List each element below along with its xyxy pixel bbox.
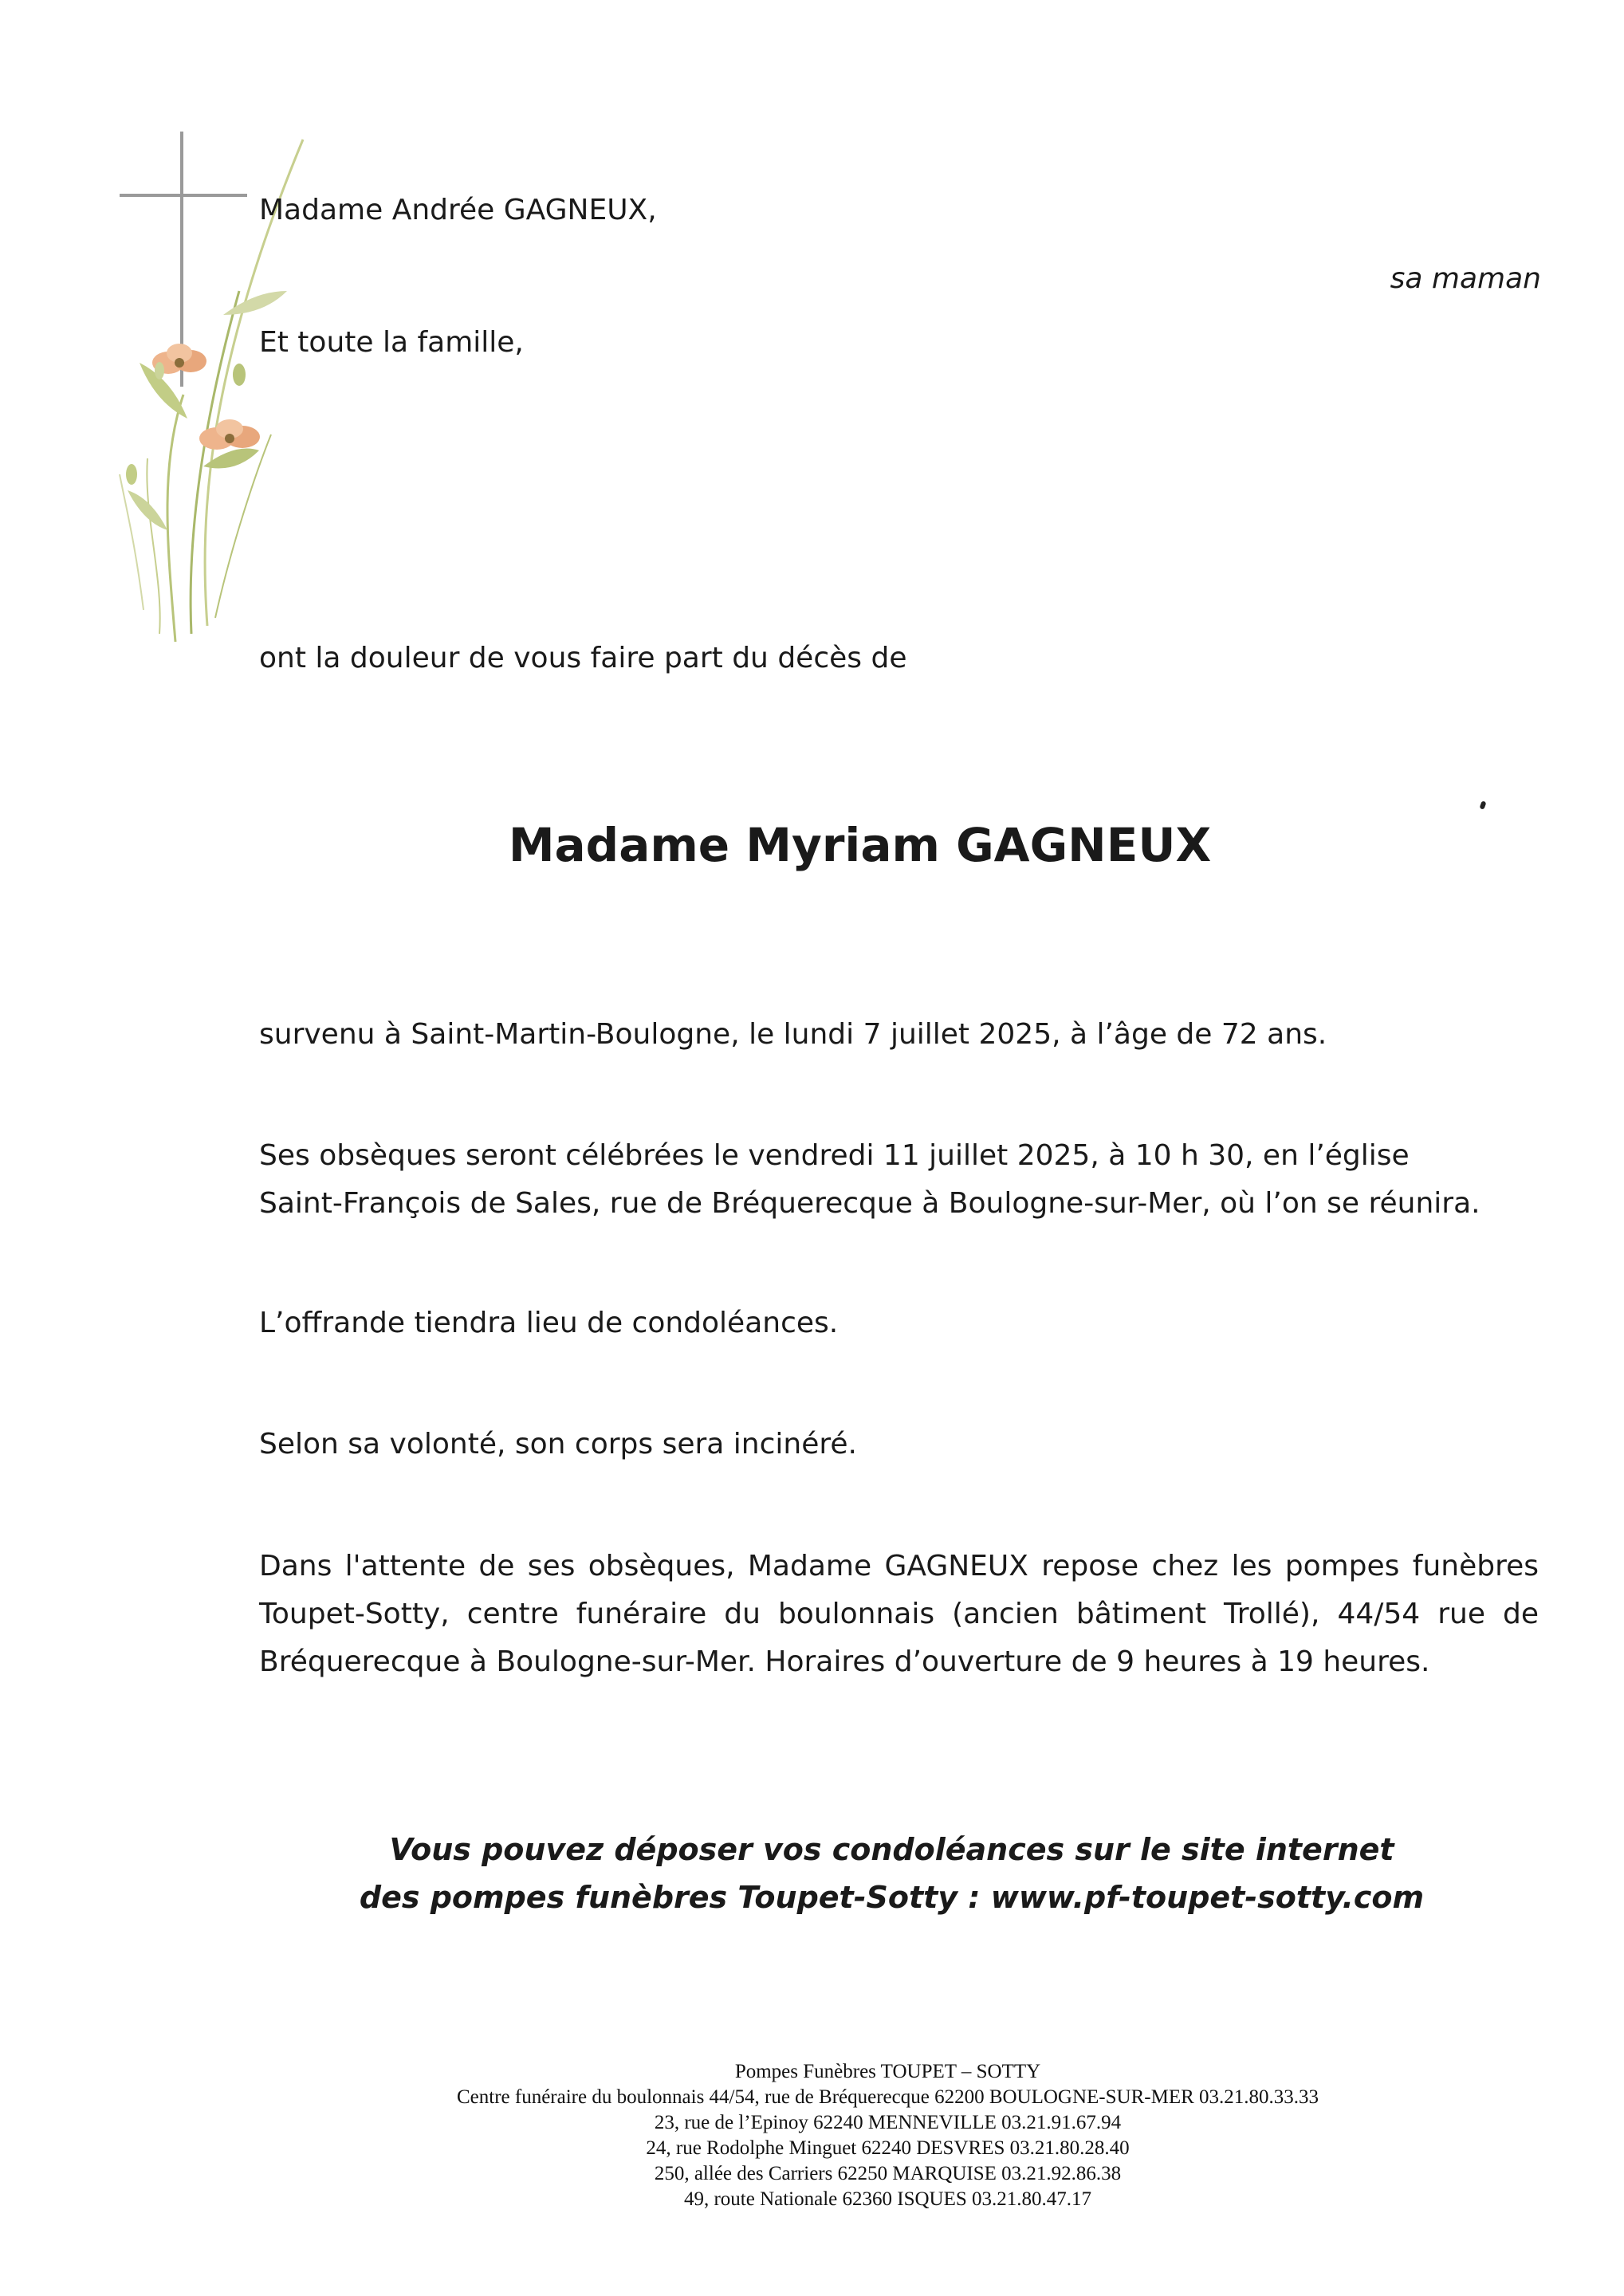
rest-line: Toupet-Sotty, centre funéraire du boulonnais (ancien bâtiment Trollé), 44/54 rue de [259,1598,1539,1630]
condolences-line: Vous pouvez déposer vos condoléances sur le site internet [389,1832,1394,1867]
family-line-family: Et toute la famille, [259,326,524,359]
scan-speck [1479,800,1486,809]
offering-paragraph: L’offrande tiendra lieu de condoléances. [259,1307,839,1339]
funeral-line: Ses obsèques seront célébrées le vendredi 11 juillet 2025, à 10 h 30, en l’église [259,1139,1410,1172]
condolences-notice [0,1826,1624,1921]
deceased-name: Madame Myriam GAGNEUX [508,818,1212,872]
footer-address: Centre funéraire du boulonnais 44/54, rue de Bréquerecque 62200 BOULOGNE-SUR-MER 03.21.80.33.33 [456,2086,1319,2108]
funeral-line: Saint-François de Sales, rue de Bréquerecque à Boulogne-sur-Mer, où l’on se réunira. [259,1187,1480,1220]
announcement-text: ont la douleur de vous faire part du décès de [259,642,907,674]
footer-address: 49, route Nationale 62360 ISQUES 03.21.80.47.17 [683,2188,1092,2210]
footer-address: 23, rue de l’Epinoy 62240 MENNEVILLE 03.21.91.67.94 [654,2112,1122,2133]
rest-paragraph [259,1543,1539,1686]
footer-company: Pompes Funèbres TOUPET – SOTTY [734,2061,1041,2082]
funeral-home-footer [0,2059,1624,2212]
death-paragraph: survenu à Saint-Martin-Boulogne, le lundi 7 juillet 2025, à l’âge de 72 ans. [259,1018,1327,1051]
footer-address: 24, rue Rodolphe Minguet 62240 DESVRES 03.21.80.28.40 [646,2137,1130,2159]
family-line-mother: Madame Andrée GAGNEUX, [259,194,657,226]
footer-address: 250, allée des Carriers 62250 MARQUISE 03.21.92.86.38 [654,2163,1122,2184]
rest-line: Bréquerecque à Boulogne-sur-Mer. Horaires d’ouverture de 9 heures à 19 heures. [259,1645,1430,1678]
cremation-paragraph: Selon sa volonté, son corps sera incinéré. [259,1428,857,1461]
condolences-line: des pompes funèbres Toupet-Sotty : www.pf-toupet-sotty.com [359,1880,1425,1915]
family-relation: sa maman [1390,262,1541,295]
rest-line: Dans l'attente de ses obsèques, Madame GAGNEUX repose chez les pompes funèbres [259,1550,1539,1582]
funeral-paragraph [259,1132,1539,1228]
